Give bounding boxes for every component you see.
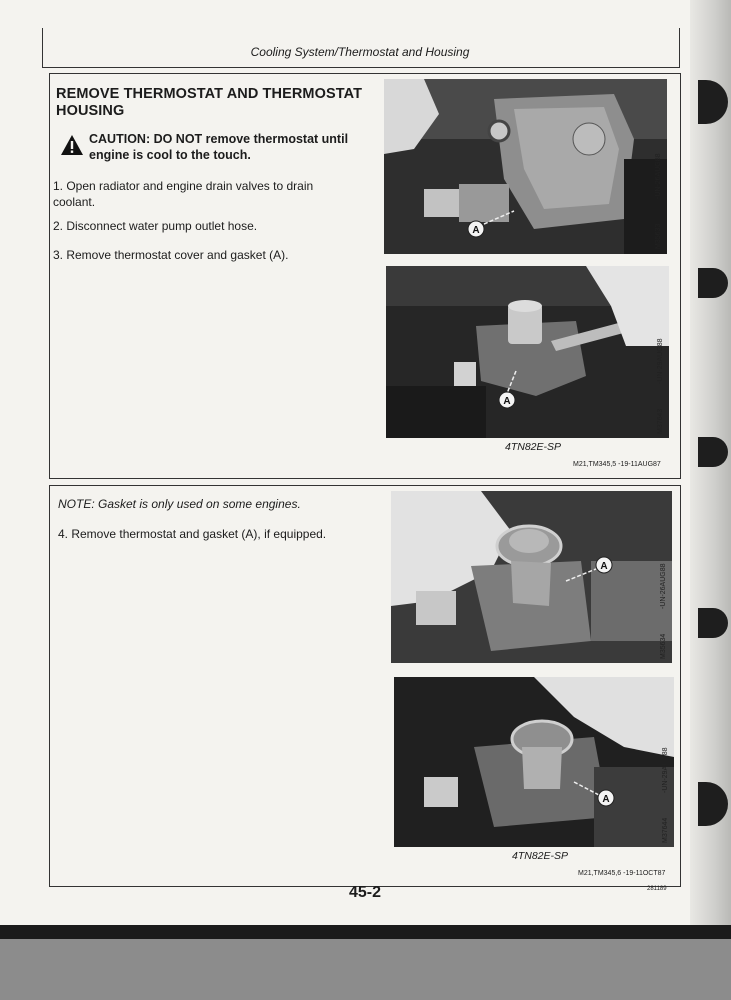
photo-code: M35634 xyxy=(660,633,667,659)
photo-cover-removal xyxy=(386,266,669,438)
photo-caption: 4TN82E-SP xyxy=(505,441,562,453)
step-2: 2. Disconnect water pump outlet hose. xyxy=(53,219,258,233)
step-1: 1. Open radiator and engine drain valves to drain coolant. xyxy=(53,179,314,209)
photo-code: M35633 xyxy=(655,223,662,249)
callout-a: A xyxy=(600,561,608,572)
step-3: 3. Remove thermostat cover and gasket (A). xyxy=(53,248,289,262)
header-title: Cooling System/Thermostat and Housing xyxy=(250,45,470,59)
section-title: REMOVE THERMOSTAT AND THERMOSTAT HOUSING xyxy=(56,86,363,119)
photo-code: M37644 xyxy=(662,817,669,843)
callout-a: A xyxy=(472,225,480,236)
page-number: 45-2 xyxy=(348,884,382,901)
photo-code-date: -UN-29AUG88 xyxy=(662,747,669,793)
scanner-edge xyxy=(0,925,731,939)
print-code: 281189 xyxy=(647,886,667,892)
callout-a: A xyxy=(602,794,610,805)
photo-code-date: -UN-29AUG88 xyxy=(657,338,664,384)
binder-hole xyxy=(698,268,728,298)
header-rule-right xyxy=(679,28,680,68)
binder-hole xyxy=(698,437,728,467)
header-rule xyxy=(42,67,680,68)
photo-code: M37643 xyxy=(657,408,664,434)
binder-hole xyxy=(698,608,728,638)
callout-a: A xyxy=(503,396,511,407)
scanner-bed xyxy=(0,930,731,1000)
photo-code-date: -UN-26AUG88 xyxy=(655,153,662,199)
photo-caption: 4TN82E-SP xyxy=(512,850,569,862)
note-text: NOTE: Gasket is only used on some engines. xyxy=(58,497,301,511)
reference-code: M21,TM345,6 -19-11OCT87 xyxy=(578,870,666,877)
photo-code-date: -UN-26AUG88 xyxy=(660,563,667,609)
photo-thermostat-cover xyxy=(384,79,667,254)
photo-thermostat-removal xyxy=(391,491,672,663)
warning-triangle-icon xyxy=(60,134,84,156)
step-4: 4. Remove thermostat and gasket (A), if equipped. xyxy=(58,527,327,541)
reference-code: M21,TM345,5 -19-11AUG87 xyxy=(573,461,661,468)
caution-text: CAUTION: DO NOT remove thermostat until engine is cool to the touch. xyxy=(89,132,349,162)
photo-thermostat-gasket xyxy=(394,677,674,847)
